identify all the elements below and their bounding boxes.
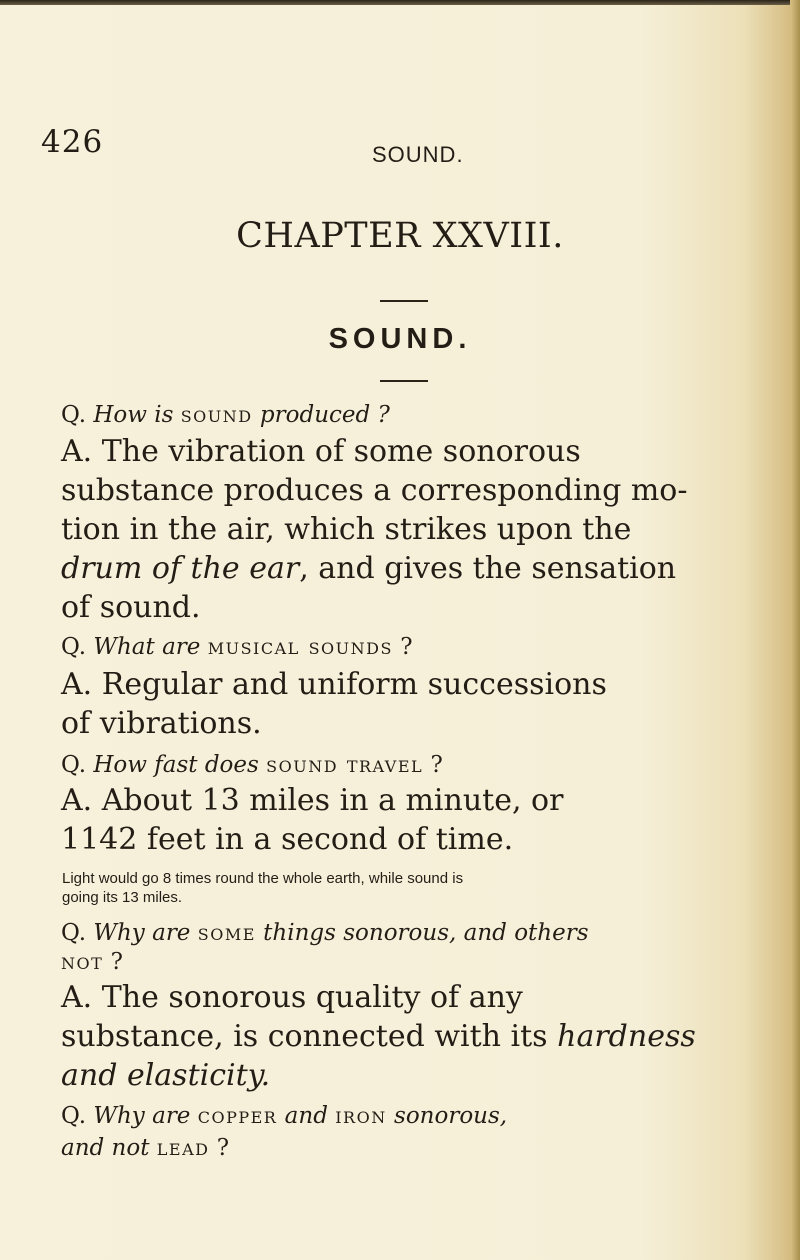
question-line: Q. How fast does sound travel ? (61, 752, 443, 778)
question-line: not ? (61, 949, 123, 975)
footnote-line: Light would go 8 times round the whole earth, while sound is (62, 870, 464, 887)
section-title: SOUND. (328, 323, 472, 355)
chapter-title: CHAPTER XXVIII. (236, 216, 564, 256)
answer-line: of vibrations. (61, 706, 262, 741)
question-line: Q. Why are some things sonorous, and others (61, 920, 589, 946)
answer-line: tion in the air, which strikes upon the (61, 512, 632, 547)
answer-line: substance produces a corresponding mo- (61, 473, 688, 508)
answer-line: A. The vibration of some sonorous (61, 434, 581, 469)
page-number: 426 (41, 124, 104, 160)
question-line: Q. What are musical sounds ? (61, 634, 413, 660)
question-line: Q. How is sound produced ? (61, 402, 390, 428)
answer-line: substance, is connected with its hardness (61, 1019, 696, 1054)
divider-rule-bottom (380, 380, 428, 382)
answer-line: drum of the ear, and gives the sensation (61, 551, 677, 586)
running-title: SOUND. (372, 142, 464, 167)
answer-line: and elasticity. (61, 1058, 271, 1093)
answer-line: A. About 13 miles in a minute, or (61, 783, 564, 818)
divider-rule-top (380, 300, 428, 302)
page-top-edge (0, 0, 800, 5)
answer-line: A. Regular and uniform successions (61, 667, 607, 702)
question-line: Q. Why are copper and iron sonorous, (61, 1103, 508, 1129)
answer-line: 1142 feet in a second of time. (61, 822, 514, 857)
question-line: and not lead ? (61, 1135, 230, 1161)
answer-line: A. The sonorous quality of any (61, 980, 523, 1015)
page-right-edge (790, 0, 800, 1260)
footnote-line: going its 13 miles. (62, 889, 183, 906)
answer-line: of sound. (61, 590, 201, 625)
